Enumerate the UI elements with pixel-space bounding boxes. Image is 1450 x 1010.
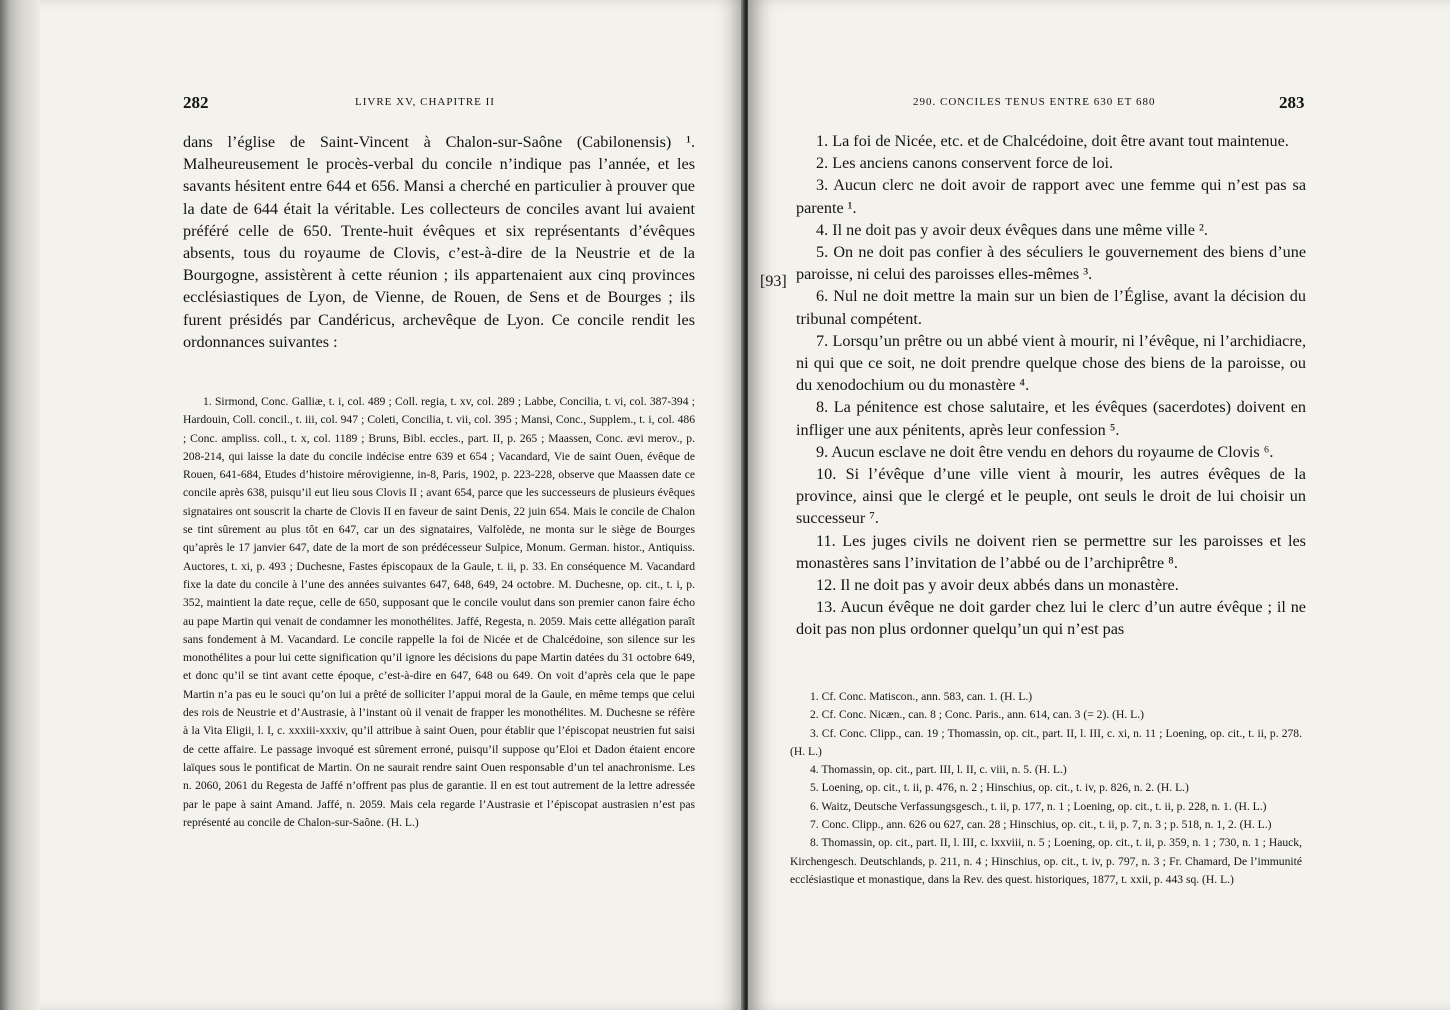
- footnote: 4. Thomassin, op. cit., part. III, l. II, c. viii, n. 5. (H. L.): [810, 763, 1067, 777]
- canon: 8. La pénitence est chose salutaire, et les évêques (sacerdotes) doivent en infliger une aux pénitents, après leur confession ⁵.: [796, 398, 1306, 439]
- footnote: 3. Cf. Conc. Clipp., can. 19 ; Thomassin, op. cit., part. II, l. III, c. xi, n. 11 ; Loening, op. cit., t. ii, p. 278. (H. L.): [790, 726, 1302, 758]
- canon: 10. Si l’évêque d’une ville vient à mourir, les autres évêques de la province, ainsi que le clergé et le peuple, ont seuls le droit de lui choisir un successeur ⁷.: [796, 465, 1306, 528]
- footnote: 2. Cf. Conc. Nicæn., can. 8 ; Conc. Paris., ann. 614, can. 3 (= 2). (H. L.): [810, 708, 1144, 722]
- footnote: 1. Cf. Conc. Matiscon., ann. 583, can. 1. (H. L.): [810, 690, 1033, 703]
- page-edge: [0, 0, 40, 1010]
- footnote: 1. Sirmond, Conc. Galliæ, t. i, col. 489 ; Coll. regia, t. xv, col. 289 ; Labbe, Concilia, t. vi, col. 387-394 ; Hardouin, Coll. concil., t. iii, col. 947 ; Coleti, Concilia, t. vii, col. 395 ; Mansi, Conc., Supplem., t. i, col. 486 ; Conc. ampliss. coll., t. x, col. 1189 ; Bruns, Bibl. eccles., part. II, p. 265 ; Maassen, Conc. ævi merov., p. 208-214, qui laisse la date du concile indécise entre 639 et 654 ; Vacandard, Vie de saint Ouen, évêque de Rouen, 641-684, Etudes d’histoire mérovigienne, in-8, Paris, 1902, p. 223-228, observe que Maassen date ce concile après 638, puisqu’il eut lieu sous Clovis II ; avant 654, parce que les successeurs de plusieurs évêques signataires ont souscrit la charte de Clovis II en faveur de saint Denis, 22 juin 654. Mais le concile de Chalon se tint sûrement au plus tôt en 647, car un des signataires, Valfolède, ne monta sur le siège de Bourges qu’après le 17 janvier 647, date de la mort de son prédécesseur Sulpice, Monum. German. histor., Antiquiss. Auctores, t. xi, p. 493 ; Duchesne, Fastes épiscopaux de la Gaule, t. ii, p. 33. En conséquence M. Vacandard fixe la date du concile à l’une des années suivantes 647, 648, 649, 24 octobre. M. Duchesne, op. cit., t. i, p. 352, maintient la date reçue, celle de 650, supposant que le concile voulut dans son premier canon faire écho au pape Martin qui venait de condamner les monothélites. Jaffé, Regesta, n. 2059. Mais cette allégation paraît sans fondement à M. Vacandard. Le concile rappelle la foi de Nicée et de Chalcédoine, son silence sur les monothélites a pour lui cette signification qu’il ignore les décisions du pape Martin datées du 31 octobre 649, et donc qu’il se tint avant cette époque, c’est-à-dire en 647, 648 ou 649. On voit d’après cela que le pape Martin n’a pas eu le souci qu’on lui a prêté de solliciter l’appui moral de la Gaule, en même temps que celui des rois de Neustrie et d’Austrasie, à l’instant où il venait de frapper les monothélites. M. Duchesne se réfère à la Vita Eligii, l. I, c. xxxiii-xxxiv, qu’il attribue à saint Ouen, pour établir que l’épiscopat neustrien fut saisi de cette affaire. Le passage invoqué est sûrement erroné, puisqu’il suppose qu’Eloi et Dadon étaient encore laïques sous le pontificat de Martin. On ne saurait rendre saint Ouen responsable d’un tel anachronisme. Les n. 2060, 2061 du Regesta de Jaffé n’offrent pas plus de garantie. Il en est tout autrement de la lettre adressée par le pape à saint Amand. Jaffé, n. 2059. Mais cela regarde l’Austrasie et l’épiscopat austrasien n’est pas représenté au concile de Chalon-sur-Saône. (H. L.): [183, 395, 695, 829]
- footnote: 8. Thomassin, op. cit., part. II, l. III, c. lxxviii, n. 5 ; Loening, op. cit., t. ii, p. 359, n. 1 ; 730, n. 1 ; Hauck, Kirchengesch. Deutschlands, p. 211, n. 4 ; Hinschius, op. cit., t. iv, p. 797, n. 3 ; Fr. Chamard, De l’immunité ecclésiastique et monastique, dans la Rev. des quest. historiques, 1877, t. xxii, p. 443 sq. (H. L.): [790, 836, 1302, 886]
- canon: 5. On ne doit pas confier à des séculiers le gouvernement des biens d’une paroisse, ni celui des paroisses elles-mêmes ³.: [796, 243, 1306, 284]
- running-head: 290. CONCILES TENUS ENTRE 630 ET 680: [913, 96, 1156, 108]
- body-paragraph: dans l’église de Saint-Vincent à Chalon-sur-Saône (Cabilonensis) ¹. Malheureusement le procès-verbal du concile n’indique pas l’année, et les savants hésitent entre 644 et 656. Mansi a cherché en particulier à prouver que la date de 644 était la véritable. Les collecteurs de conciles avant lui avaient préféré celle de 650. Trente-huit évêques et six représentants d’évêques absents, tous du royaume de Clovis, c’est-à-dire de la Neustrie et de la Bourgogne, assistèrent à cette réunion ; ils appartenaient aux cinq provinces ecclésiastiques de Lyon, de Vienne, de Rouen, de Sens et de Bourges ; ils furent présidés par Candéricus, archevêque de Lyon. Ce concile rendit les ordonnances suivantes :: [183, 133, 695, 351]
- canon: 2. Les anciens canons conservent force de loi.: [816, 154, 1114, 173]
- footnote: 6. Waitz, Deutsche Verfassungsgesch., t. ii, p. 177, n. 1 ; Loening, op. cit., t. ii, p. 228, n. 1. (H. L.): [810, 799, 1267, 813]
- canon: 13. Aucun évêque ne doit garder chez lui le clerc d’un autre évêque ; il ne doit pas non plus ordonner quelqu’un qui n’est pas: [796, 598, 1306, 639]
- margin-note: [93]: [760, 273, 787, 290]
- right-page: [748, 0, 1450, 1010]
- canon: 7. Lorsqu’un prêtre ou un abbé vient à mourir, ni l’évêque, ni l’archidiacre, ni qui que ce soit, ne doit prendre quelque chose des biens de la paroisse, ou du xenodochium ou du monastère ⁴.: [796, 331, 1306, 395]
- canon: 6. Nul ne doit mettre la main sur un bien de l’Église, avant la décision du tribunal compétent.: [796, 287, 1306, 328]
- canon: 9. Aucun esclave ne doit être vendu en dehors du royaume de Clovis ⁶.: [816, 442, 1274, 461]
- footnote: 5. Loening, op. cit., t. ii, p. 476, n. 2 ; Hinschius, op. cit., t. iv, p. 826, n. 2. (H. L.): [810, 781, 1189, 795]
- page-number: 283: [1279, 93, 1305, 112]
- canon: 3. Aucun clerc ne doit avoir de rapport avec une femme qui n’est pas sa parente ¹.: [796, 176, 1306, 217]
- canon: 12. Il ne doit pas y avoir deux abbés dans un monastère.: [816, 576, 1179, 595]
- body-text: [183, 131, 695, 353]
- footnote: 7. Conc. Clipp., ann. 626 ou 627, can. 28 ; Hinschius, op. cit., t. ii, p. 7, n. 3 ; p. 518, n. 1, 2. (H. L.): [810, 818, 1272, 832]
- canon: 1. La foi de Nicée, etc. et de Chalcédoine, doit être avant tout maintenue.: [816, 132, 1289, 150]
- footnotes: [183, 393, 695, 832]
- canons-text: [796, 130, 1306, 641]
- footnotes: [790, 688, 1302, 889]
- running-head: LIVRE XV, CHAPITRE II: [355, 96, 495, 108]
- canon: 4. Il ne doit pas y avoir deux évêques dans une même ville ².: [816, 220, 1208, 239]
- canon: 11. Les juges civils ne doivent rien se permettre sur les paroisses et les monastères sans l’invitation de l’abbé ou de l’archiprêtre ⁸.: [796, 531, 1306, 572]
- page-number: 282: [183, 93, 209, 112]
